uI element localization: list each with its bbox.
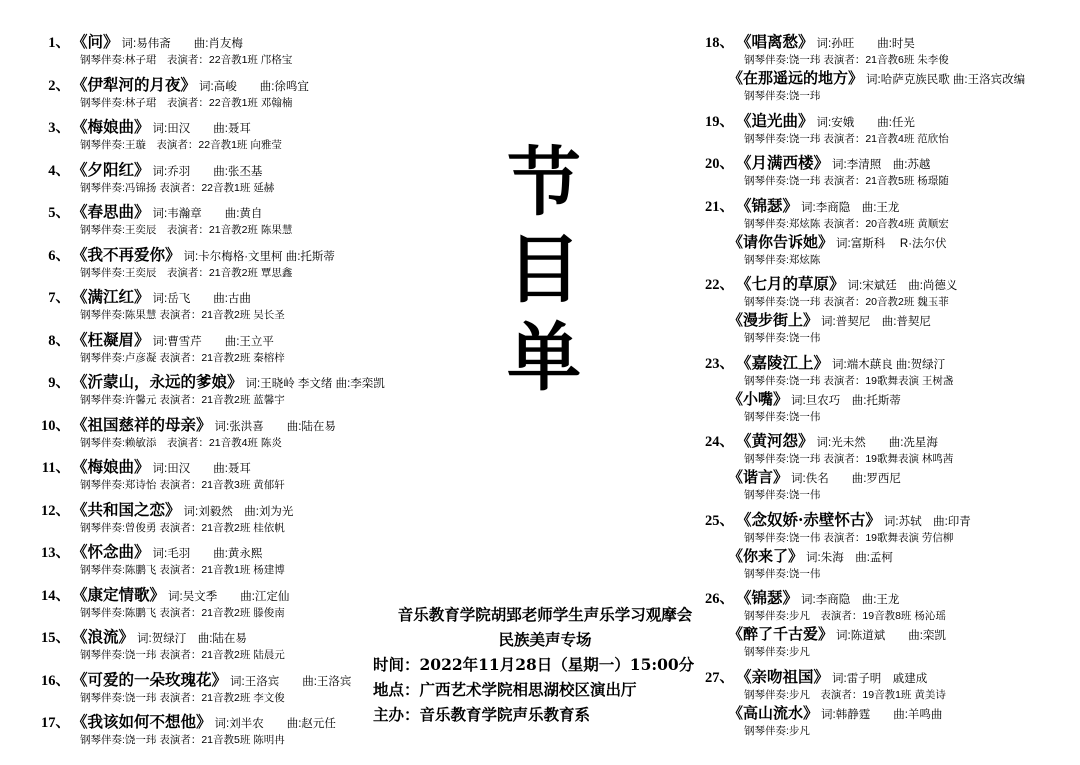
program-item-title: 《沂蒙山，永远的爹娘》 <box>72 372 243 391</box>
program-item-credits: 词:张洪喜 曲:陆在易 <box>214 420 336 433</box>
program-item-performers: 钢琴伴奏:冯锦扬 表演者：22音教1班 延赫 <box>80 181 275 194</box>
program-item-second-piece <box>726 545 1030 566</box>
program-item-performers: 钢琴伴奏:曾俊勇 表演者：21音教2班 桂依帆 <box>80 521 285 534</box>
program-item-performers: 钢琴伴奏:饶一玮 表演者：20音教2班 魏玉菲 <box>744 296 949 308</box>
program-item-main <box>36 328 366 350</box>
program-item-second-title: 《小嘴》 <box>728 389 789 408</box>
program-item-credits: 词:高峻 曲:徐鸣宜 <box>199 80 309 93</box>
program-item-title: 《祖国慈祥的母亲》 <box>72 414 212 434</box>
program-item-main <box>36 73 366 95</box>
program-item-second-title: 《谐言》 <box>728 468 789 486</box>
program-item <box>36 115 366 152</box>
event-location: 地点：广西艺术学院相思湖校区演出厅 <box>373 680 637 700</box>
program-item-main <box>36 625 366 647</box>
program-item-main <box>36 200 366 222</box>
program-item-main <box>36 668 366 690</box>
event-info <box>355 602 735 728</box>
program-item-credits: 词:乔羽 曲:张丕基 <box>152 165 263 178</box>
program-item-number: 4、 <box>48 162 70 179</box>
program-item-main <box>700 508 1030 530</box>
program-item-title: 《锦瑟》 <box>736 195 799 215</box>
program-item-title: 《夕阳红》 <box>72 159 150 179</box>
program-item-main <box>700 151 1030 173</box>
program-item-main <box>36 710 366 732</box>
program-item-main <box>36 158 366 180</box>
program-item-number: 3、 <box>48 120 70 136</box>
program-item-credits: 词:宋斌廷 曲:尚德义 <box>847 280 958 292</box>
program-item-title: 《七月的草原》 <box>736 274 845 293</box>
program-item-credits: 词:李商隐 曲:王龙 <box>801 201 900 214</box>
program-item-second-piece <box>726 702 1030 723</box>
program-item-title: 《追光曲》 <box>736 110 814 130</box>
program-item-performers: 钢琴伴奏:陈果慧 表演者：21音教2班 吴长圣 <box>80 309 285 321</box>
program-item-title: 《怀念曲》 <box>72 542 150 561</box>
program-item-main <box>36 540 366 562</box>
program-item-second-performers: 钢琴伴奏:步凡 <box>744 646 810 658</box>
program-item-title: 《问》 <box>72 32 119 51</box>
program-item-performers: 钢琴伴奏:饶一玮 表演者：19歌舞表演 林鸣茜 <box>744 453 954 465</box>
program-item <box>700 272 1030 345</box>
program-item-title: 《我该如何不想他》 <box>72 712 212 731</box>
program-item-performers: 钢琴伴奏:林子珺 表演者：22音教1班 邓翰楠 <box>80 96 293 109</box>
program-item-second-performers: 钢琴伴奏:步凡 <box>744 724 810 737</box>
program-item-title: 《梅娘曲》 <box>72 457 150 476</box>
program-item-number: 13、 <box>41 545 70 561</box>
program-item-credits: 词:安娥 曲:任光 <box>816 116 915 129</box>
program-item <box>36 625 366 662</box>
program-item-second-credits: 词:朱海 曲:孟柯 <box>806 551 893 564</box>
program-item-second-performers: 钢琴伴奏:饶一伟 <box>744 567 821 580</box>
program-item-title: 《亲吻祖国》 <box>736 666 830 686</box>
program-item-performers: 钢琴伴奏:王奕辰 表演者：21音教2班 陈果慧 <box>80 224 293 236</box>
program-item-second-piece <box>726 309 1030 330</box>
program-item <box>700 508 1030 581</box>
program-item-main <box>36 583 366 605</box>
program-item-performers: 钢琴伴奏:赖敏添 表演者：21音教4班 陈炎 <box>80 436 282 449</box>
program-item-number: 23、 <box>705 355 734 372</box>
program-item-title: 《康定情歌》 <box>72 584 166 604</box>
program-item-performers: 钢琴伴奏:林子珺 表演者：22音教1班 邝格宝 <box>80 54 293 66</box>
program-item-title: 《锦瑟》 <box>736 588 799 607</box>
program-item-title: 《枉凝眉》 <box>72 329 150 349</box>
program-item-second-credits: 词:韩静霆 曲:羊鸣曲 <box>821 708 943 721</box>
program-item <box>700 665 1030 738</box>
program-item-title: 《我不再爱你》 <box>72 244 181 264</box>
program-item-second-piece <box>726 623 1030 644</box>
program-item-main <box>700 272 1030 294</box>
program-item-second-title: 《漫步街上》 <box>728 311 819 329</box>
program-item-number: 12、 <box>41 502 70 519</box>
program-item-performers: 钢琴伴奏:卢彦凝 表演者：21音教2班 秦榕梓 <box>80 351 285 364</box>
program-item-performers: 钢琴伴奏:郑诗怡 表演者：21音教3班 黄郁轩 <box>80 479 285 491</box>
program-item-credits: 词:田汉 曲:聂耳 <box>152 123 251 135</box>
program-item-title: 《可爱的一朵玫瑰花》 <box>72 669 228 689</box>
program-item-number: 24、 <box>705 434 734 450</box>
program-item-performers: 钢琴伴奏:饶一玮 表演者：21音教2班 陆晨元 <box>80 649 285 661</box>
program-item <box>36 668 366 705</box>
program-item-main <box>700 30 1030 52</box>
program-item-number: 14、 <box>41 587 70 604</box>
program-item-title: 《共和国之恋》 <box>72 499 181 519</box>
program-item-main <box>700 351 1030 373</box>
title-char: 目 <box>507 227 583 314</box>
program-item-number: 15、 <box>41 630 70 646</box>
program-item-performers: 钢琴伴奏:步凡 表演者：19音教8班 杨沁瑶 <box>744 610 946 622</box>
program-item-main <box>36 115 366 137</box>
program-item-main <box>700 586 1030 608</box>
program-item-second-credits: 词:哈萨克族民歌 曲:王洛宾改编 <box>866 74 1026 86</box>
program-item-credits: 词:曹雪芹 曲:王立平 <box>152 335 274 348</box>
program-item-second-piece <box>726 466 1030 487</box>
program-item <box>36 243 366 280</box>
program-item-number: 10、 <box>41 417 70 434</box>
program-list-right <box>700 30 1030 743</box>
program-item-title: 《满江红》 <box>72 287 150 306</box>
program-item <box>700 109 1030 146</box>
program-item-credits: 词:毛羽 曲:黄永熙 <box>152 548 263 560</box>
program-item-number: 22、 <box>705 277 734 293</box>
program-item-main <box>36 413 366 435</box>
program-item-title: 《黄河怨》 <box>736 431 814 450</box>
program-list-left <box>36 30 385 753</box>
program-item-second-performers: 钢琴伴奏:饶一伟 <box>744 332 821 344</box>
program-item-credits: 词:孙旺 曲:时昊 <box>816 38 915 50</box>
program-item <box>36 583 366 620</box>
program-item-second-performers: 钢琴伴奏:饶一伟 <box>744 410 821 423</box>
program-item-number: 11、 <box>41 460 70 476</box>
program-item-main <box>700 665 1030 687</box>
program-item-title: 《梅娘曲》 <box>72 117 150 136</box>
program-item-number: 26、 <box>705 591 734 607</box>
program-item <box>36 285 366 322</box>
program-item-performers: 钢琴伴奏:饶一玮 表演者：21音教6班 朱李俊 <box>744 54 949 66</box>
program-item-number: 18、 <box>705 35 734 51</box>
program-item-credits: 词:端木蕻良 曲:贺绿汀 <box>832 358 946 371</box>
program-item-performers: 钢琴伴奏:王璇 表演者：22音教1班 向雅莹 <box>80 139 282 151</box>
program-item-main <box>36 370 385 392</box>
program-item-performers: 钢琴伴奏:饶一玮 表演者：21音教5班 陈明冉 <box>80 734 285 746</box>
program-item-number: 2、 <box>48 77 70 94</box>
program-item-second-title: 《在那遥远的地方》 <box>728 69 864 87</box>
program-item-second-credits: 词:佚名 曲:罗西尼 <box>791 473 901 485</box>
program-item-title: 《春思曲》 <box>72 202 150 221</box>
program-item-performers: 钢琴伴奏:饶一玮 表演者：21音教5班 杨璟随 <box>744 175 949 187</box>
program-item-number: 8、 <box>48 332 70 349</box>
program-item <box>36 30 366 67</box>
program-item-title: 《念奴娇·赤壁怀古》 <box>736 509 881 529</box>
program-item-second-piece <box>726 388 1030 409</box>
program-item-main <box>36 243 366 265</box>
program-item-second-performers: 钢琴伴奏:饶一玮 <box>744 90 821 102</box>
program-item-second-credits: 词:普契尼 曲:普契尼 <box>821 316 931 328</box>
program-item <box>700 194 1030 267</box>
event-title-line2: 民族美声专场 <box>498 630 592 650</box>
program-item-credits: 词:韦瀚章 曲:黄自 <box>152 208 263 220</box>
program-item <box>36 200 366 237</box>
program-item-credits: 词:卡尔梅格·文里柯 曲:托斯蒂 <box>183 250 335 263</box>
program-item-credits: 词:李清照 曲:苏越 <box>832 159 931 171</box>
program-item-main <box>36 30 366 52</box>
program-item-title: 《伊犁河的月夜》 <box>72 74 197 94</box>
program-item-credits: 词:吴文季 曲:江定仙 <box>168 590 290 603</box>
program-item-main <box>36 455 366 477</box>
program-item-performers: 钢琴伴奏:饶一伟 表演者：19歌舞表演 劳信柳 <box>744 531 954 544</box>
program-item-performers: 钢琴伴奏:饶一玮 表演者：21音教2班 李文俊 <box>80 691 285 704</box>
program-item <box>36 413 366 450</box>
program-item-second-title: 《请你告诉她》 <box>728 232 834 251</box>
event-title-line1: 音乐教育学院胡郢老师学生声乐学习观摩会 <box>397 605 693 624</box>
program-item-performers: 钢琴伴奏:陈鹏飞 表演者：21音教1班 杨建博 <box>80 564 285 576</box>
program-item-credits: 词:王洛宾 曲:王洛宾 <box>230 675 352 688</box>
program-item-main <box>700 109 1030 131</box>
program-item-number: 19、 <box>705 113 734 130</box>
title-char: 单 <box>507 314 583 401</box>
program-item <box>36 73 366 110</box>
program-item-number: 20、 <box>705 156 734 172</box>
program-item-second-performers: 钢琴伴奏:饶一伟 <box>744 489 821 501</box>
program-item-performers: 钢琴伴奏:许馨元 表演者：21音教2班 蓝馨宇 <box>80 394 285 406</box>
program-item-second-title: 《高山流水》 <box>728 703 819 722</box>
program-item-second-piece <box>726 67 1030 88</box>
program-item-credits: 词:田汉 曲:聂耳 <box>152 463 251 475</box>
program-item <box>700 351 1030 424</box>
program-item-credits: 词:刘毅然 曲:刘为光 <box>183 505 294 518</box>
program-item-number: 6、 <box>48 247 70 264</box>
program-item-credits: 词:岳飞 曲:古曲 <box>152 293 251 305</box>
program-item <box>36 158 366 195</box>
program-item-performers: 钢琴伴奏:饶一玮 表演者：21音教4班 范欣怡 <box>744 132 949 145</box>
program-item <box>700 30 1030 103</box>
program-item <box>700 429 1030 502</box>
event-organizer: 主办：音乐教育学院声乐教育系 <box>373 705 591 725</box>
program-item-main <box>36 285 366 307</box>
program-item-number: 21、 <box>705 198 734 215</box>
program-item <box>36 498 366 535</box>
program-item-performers: 钢琴伴奏:陈鹏飞 表演者：21音教2班 滕俊南 <box>80 606 285 619</box>
program-item-credits: 词:王晓岭 李文绪 曲:李栾凯 <box>245 378 385 390</box>
program-item <box>700 151 1030 188</box>
program-item <box>36 370 385 407</box>
program-item-title: 《浪流》 <box>72 627 135 646</box>
program-item <box>36 710 366 747</box>
program-item-number: 7、 <box>48 290 70 306</box>
program-item-second-performers: 钢琴伴奏:郑炫陈 <box>744 253 821 266</box>
program-item-number: 25、 <box>705 512 734 529</box>
program-item-credits: 词:李商隐 曲:王龙 <box>801 594 900 606</box>
program-item-second-title: 《醉了千古爱》 <box>728 625 834 643</box>
program-item-second-credits: 词:富斯科 R·法尔伏 <box>836 237 947 250</box>
program-item-credits: 词:苏轼 曲:印青 <box>883 515 971 528</box>
program-item-title: 《月满西楼》 <box>736 153 830 172</box>
program-item-performers: 钢琴伴奏:郑炫陈 表演者：20音教4班 黄顺宏 <box>744 217 949 230</box>
program-item-main <box>36 498 366 520</box>
program-item-main <box>700 194 1030 216</box>
program-item-number: 1、 <box>48 35 70 51</box>
program-item-credits: 词:贺绿汀 曲:陆在易 <box>137 633 247 645</box>
event-time: 时间：2022年11月28日（星期一）15:00分 <box>373 655 695 675</box>
program-item-credits: 词:雷子明 戚建成 <box>832 672 928 685</box>
program-item-performers: 钢琴伴奏:王奕辰 表演者：21音教2班 覃思鑫 <box>80 266 293 279</box>
program-item-number: 16、 <box>41 672 70 689</box>
program-item-performers: 钢琴伴奏:步凡 表演者：19音教1班 黄美诗 <box>744 688 946 701</box>
program-item-title: 《唱离愁》 <box>736 32 814 51</box>
program-item <box>700 586 1030 659</box>
program-item-credits: 词:光未然 曲:冼星海 <box>816 437 938 449</box>
program-item <box>36 540 366 577</box>
program-item <box>36 455 366 492</box>
program-item-second-title: 《你来了》 <box>728 546 804 565</box>
program-item-number: 5、 <box>48 205 70 221</box>
program-item-second-piece <box>726 231 1030 252</box>
program-item-performers: 钢琴伴奏:饶一玮 表演者：19歌舞表演 王树盏 <box>744 374 954 387</box>
program-item-number: 17、 <box>41 715 70 731</box>
program-item-main <box>700 429 1030 451</box>
program-item-credits: 词:刘半农 曲:赵元任 <box>214 718 336 730</box>
program-item-number: 9、 <box>48 375 70 391</box>
title-char: 节 <box>507 140 583 226</box>
program-item <box>36 328 366 365</box>
program-item-second-credits: 词:旦农巧 曲:托斯蒂 <box>791 394 901 407</box>
program-item-number: 27、 <box>705 669 734 686</box>
program-item-second-credits: 词:陈道斌 曲:栾凯 <box>836 630 946 642</box>
page-title <box>455 140 635 402</box>
program-item-title: 《嘉陵江上》 <box>736 352 830 372</box>
program-item-credits: 词:易伟斋 曲:肖友梅 <box>121 38 243 50</box>
